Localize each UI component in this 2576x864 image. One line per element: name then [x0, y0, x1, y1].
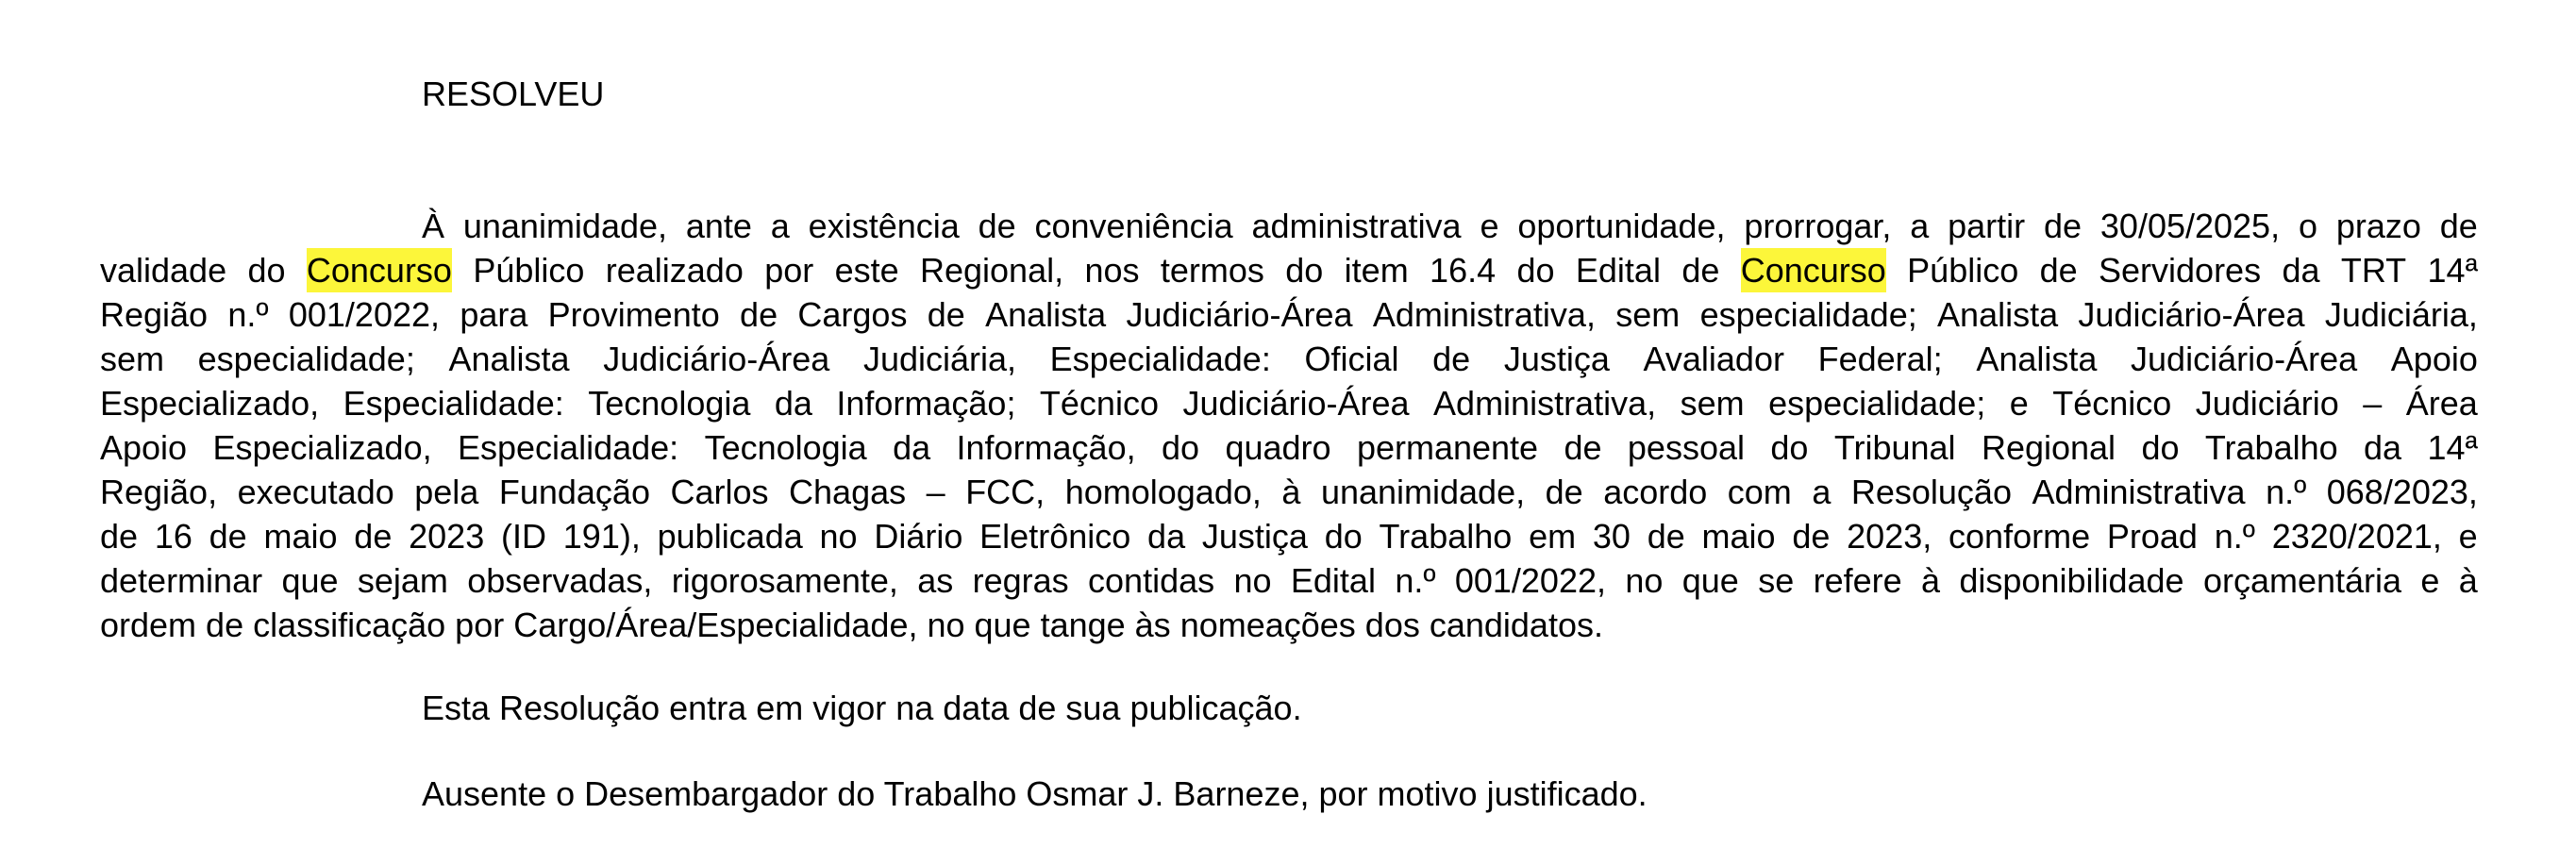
word: regras [972, 561, 1069, 600]
word: Edital [1290, 561, 1376, 600]
word: do [1285, 251, 1324, 290]
word: 2023 [409, 517, 485, 556]
word: Administrativa, [1372, 295, 1596, 334]
word: Judiciária, [862, 340, 1017, 378]
word: 30 [1592, 517, 1631, 556]
word: unanimidade, [462, 207, 668, 245]
word: Eletrônico [979, 517, 1131, 556]
word: da [2282, 251, 2320, 290]
word: no [819, 517, 858, 556]
word: 001/2022, [1454, 561, 1606, 600]
word: Informação, [956, 428, 1136, 467]
word: para [460, 295, 528, 334]
word: 191), [562, 517, 641, 556]
word: Justiça [1503, 340, 1610, 378]
word: especialidade; [1699, 295, 1917, 334]
paragraph-line [100, 292, 2478, 337]
paragraph-line [100, 248, 2478, 292]
word: – [2363, 384, 2383, 423]
word: de [1681, 251, 1720, 290]
word: n.º [2266, 473, 2307, 511]
paragraph-line [100, 425, 2478, 470]
word: as [917, 561, 954, 600]
word: Fundação [498, 473, 650, 511]
word: Analista [1976, 340, 2098, 378]
word: à [1921, 561, 1941, 600]
word: ante [685, 207, 752, 245]
word: de [2039, 251, 2078, 290]
word: partir [1948, 207, 2026, 245]
word: Informação; [836, 384, 1016, 423]
word: 30/05/2025, [2099, 207, 2281, 245]
word: – [926, 473, 945, 511]
word: Judiciário [2195, 384, 2339, 423]
word: Carlos [670, 473, 769, 511]
word: À [422, 207, 445, 245]
word: sejam [357, 561, 448, 600]
word: maio [263, 517, 338, 556]
word: pessoal [1627, 428, 1745, 467]
word: que [1681, 561, 1739, 600]
word: de [1545, 473, 1583, 511]
word: quadro [1225, 428, 1331, 467]
word: Regional, [920, 251, 1064, 290]
word: que [281, 561, 339, 600]
word: maio [1701, 517, 1776, 556]
word: Trabalho [1379, 517, 1513, 556]
word: existência [808, 207, 960, 245]
word: Tecnologia [588, 384, 751, 423]
word: Proad [2106, 517, 2198, 556]
word: Judiciário-Área [603, 340, 830, 378]
word: 2320/2021, [2271, 517, 2442, 556]
word: FCC, [965, 473, 1045, 511]
word: Região, [100, 473, 218, 511]
word: de [100, 517, 139, 556]
word: do [1324, 517, 1363, 556]
word: acordo [1603, 473, 1708, 511]
word: nos [1084, 251, 1140, 290]
word: Apoio [100, 428, 188, 467]
word: sem [1680, 384, 1745, 423]
word: Regional [1981, 428, 2116, 467]
word: Especialidade: [458, 428, 679, 467]
word: do [1162, 428, 1200, 467]
paragraph-line [100, 337, 2478, 381]
word: homologado, [1064, 473, 1262, 511]
word: Diário [874, 517, 963, 556]
word: do [1770, 428, 1809, 467]
word: prazo [2335, 207, 2421, 245]
word: Tribunal [1833, 428, 1956, 467]
word: conforme [1949, 517, 2091, 556]
word: Judiciário-Área [1182, 384, 1410, 423]
word: Técnico [1039, 384, 1159, 423]
word: 16.4 [1430, 251, 1497, 290]
word: Chagas [789, 473, 907, 511]
word: Provimento [547, 295, 720, 334]
word: de [927, 295, 965, 334]
word: da [1147, 517, 1186, 556]
highlighted-word: Concurso [1741, 248, 1886, 292]
word: no [1233, 561, 1272, 600]
word: disponibilidade [1959, 561, 2184, 600]
word: item [1344, 251, 1409, 290]
word: à [2458, 561, 2478, 600]
word: Justiça [1201, 517, 1308, 556]
word: de [740, 295, 778, 334]
word: Resolução [1850, 473, 2012, 511]
word: Cargos [797, 295, 908, 334]
word: oportunidade, [1517, 207, 1726, 245]
resolution-paragraph [100, 204, 2478, 647]
word: Especializado, [212, 428, 432, 467]
word: n.º [227, 295, 269, 334]
effective-date-clause: Esta Resolução entra em vigor na data de sua publicação. [422, 689, 1302, 727]
word: n.º [1395, 561, 1436, 600]
word: determinar [100, 561, 263, 600]
word: especialidade; [197, 340, 415, 378]
paragraph-line [100, 381, 2478, 425]
word: Público [473, 251, 585, 290]
paragraph-line [100, 470, 2478, 514]
absence-note: Ausente o Desembargador do Trabalho Osmar J. Barneze, por motivo justificado. [422, 774, 1648, 813]
word: de [354, 517, 393, 556]
word: sem [100, 340, 165, 378]
word: do [1516, 251, 1555, 290]
word: e [2458, 517, 2478, 556]
word: Administrativa [2032, 473, 2246, 511]
word: permanente [1356, 428, 1539, 467]
word: por [764, 251, 814, 290]
highlighted-word: Concurso [307, 248, 452, 292]
word: Edital [1575, 251, 1661, 290]
word: e [2420, 561, 2440, 600]
word: e [1480, 207, 1499, 245]
word: unanimidade, [1320, 473, 1526, 511]
word: Trabalho [2204, 428, 2338, 467]
word: ordem de classificação por Cargo/Área/Especialidade, no que tange às nomeações dos candidatos. [100, 606, 1603, 644]
word: Especializado, [100, 384, 320, 423]
word: com [1727, 473, 1792, 511]
word: Oficial [1304, 340, 1399, 378]
word: TRT [2340, 251, 2407, 290]
word: pela [414, 473, 479, 511]
word: de [2044, 207, 2083, 245]
word: 16 [154, 517, 192, 556]
word: de [209, 517, 247, 556]
paragraph-line [100, 558, 2478, 603]
word: do [247, 251, 286, 290]
word: observadas, [467, 561, 653, 600]
word: de [2439, 207, 2478, 245]
word: rigorosamente, [671, 561, 898, 600]
word: orçamentária [2202, 561, 2402, 600]
word: se [1758, 561, 1795, 600]
paragraph-line [100, 603, 2478, 647]
word: a [1910, 207, 1930, 245]
word: refere [1813, 561, 1902, 600]
word: Servidores [2099, 251, 2262, 290]
word: especialidade; [1768, 384, 1986, 423]
paragraph-line [100, 514, 2478, 558]
section-heading: RESOLVEU [422, 75, 605, 113]
word: validade [100, 251, 227, 290]
word: Judiciário-Área [2078, 295, 2305, 334]
word: a [770, 207, 790, 245]
word: administrativa [1251, 207, 1462, 245]
word: do [2141, 428, 2180, 467]
word: de [1432, 340, 1471, 378]
word: de [1792, 517, 1831, 556]
word: da [774, 384, 812, 423]
word: 14ª [2427, 251, 2478, 290]
word: de [1647, 517, 1685, 556]
word: executado [237, 473, 394, 511]
word: e [2009, 384, 2029, 423]
word: prorrogar, [1744, 207, 1892, 245]
word: n.º [2214, 517, 2255, 556]
word: contidas [1088, 561, 1215, 600]
word: da [893, 428, 931, 467]
word: sem [1615, 295, 1681, 334]
word: de [1564, 428, 1602, 467]
word: de [978, 207, 1016, 245]
word: 2023, [1847, 517, 1932, 556]
word: Analista [448, 340, 570, 378]
word: Público [1907, 251, 2019, 290]
word: Técnico [2052, 384, 2172, 423]
word: Analista [985, 295, 1107, 334]
paragraph-line [100, 204, 2478, 248]
word: Região [100, 295, 209, 334]
word: a [1812, 473, 1832, 511]
word: Avaliador [1643, 340, 1784, 378]
word: no [1625, 561, 1664, 600]
word: 14ª [2427, 428, 2478, 467]
word: em [1529, 517, 1577, 556]
word: Tecnologia [704, 428, 867, 467]
word: Administrativa, [1433, 384, 1657, 423]
word: o [2298, 207, 2317, 245]
word: 068/2023, [2326, 473, 2478, 511]
word: realizado [605, 251, 744, 290]
word: Judiciário-Área [2131, 340, 2358, 378]
word: este [834, 251, 899, 290]
word: Especialidade: [343, 384, 564, 423]
word: Federal; [1817, 340, 1943, 378]
word: (ID [501, 517, 546, 556]
word: Judiciário-Área [1126, 295, 1353, 334]
word: Analista [1937, 295, 2059, 334]
word: Especialidade: [1049, 340, 1271, 378]
word: termos [1160, 251, 1264, 290]
word: Apoio [2390, 340, 2478, 378]
word: Área [2405, 384, 2478, 423]
word: conveniência [1034, 207, 1233, 245]
word: 001/2022, [288, 295, 441, 334]
word: à [1281, 473, 1301, 511]
word: Judiciária, [2324, 295, 2478, 334]
word: publicada [657, 517, 803, 556]
word: da [2364, 428, 2402, 467]
